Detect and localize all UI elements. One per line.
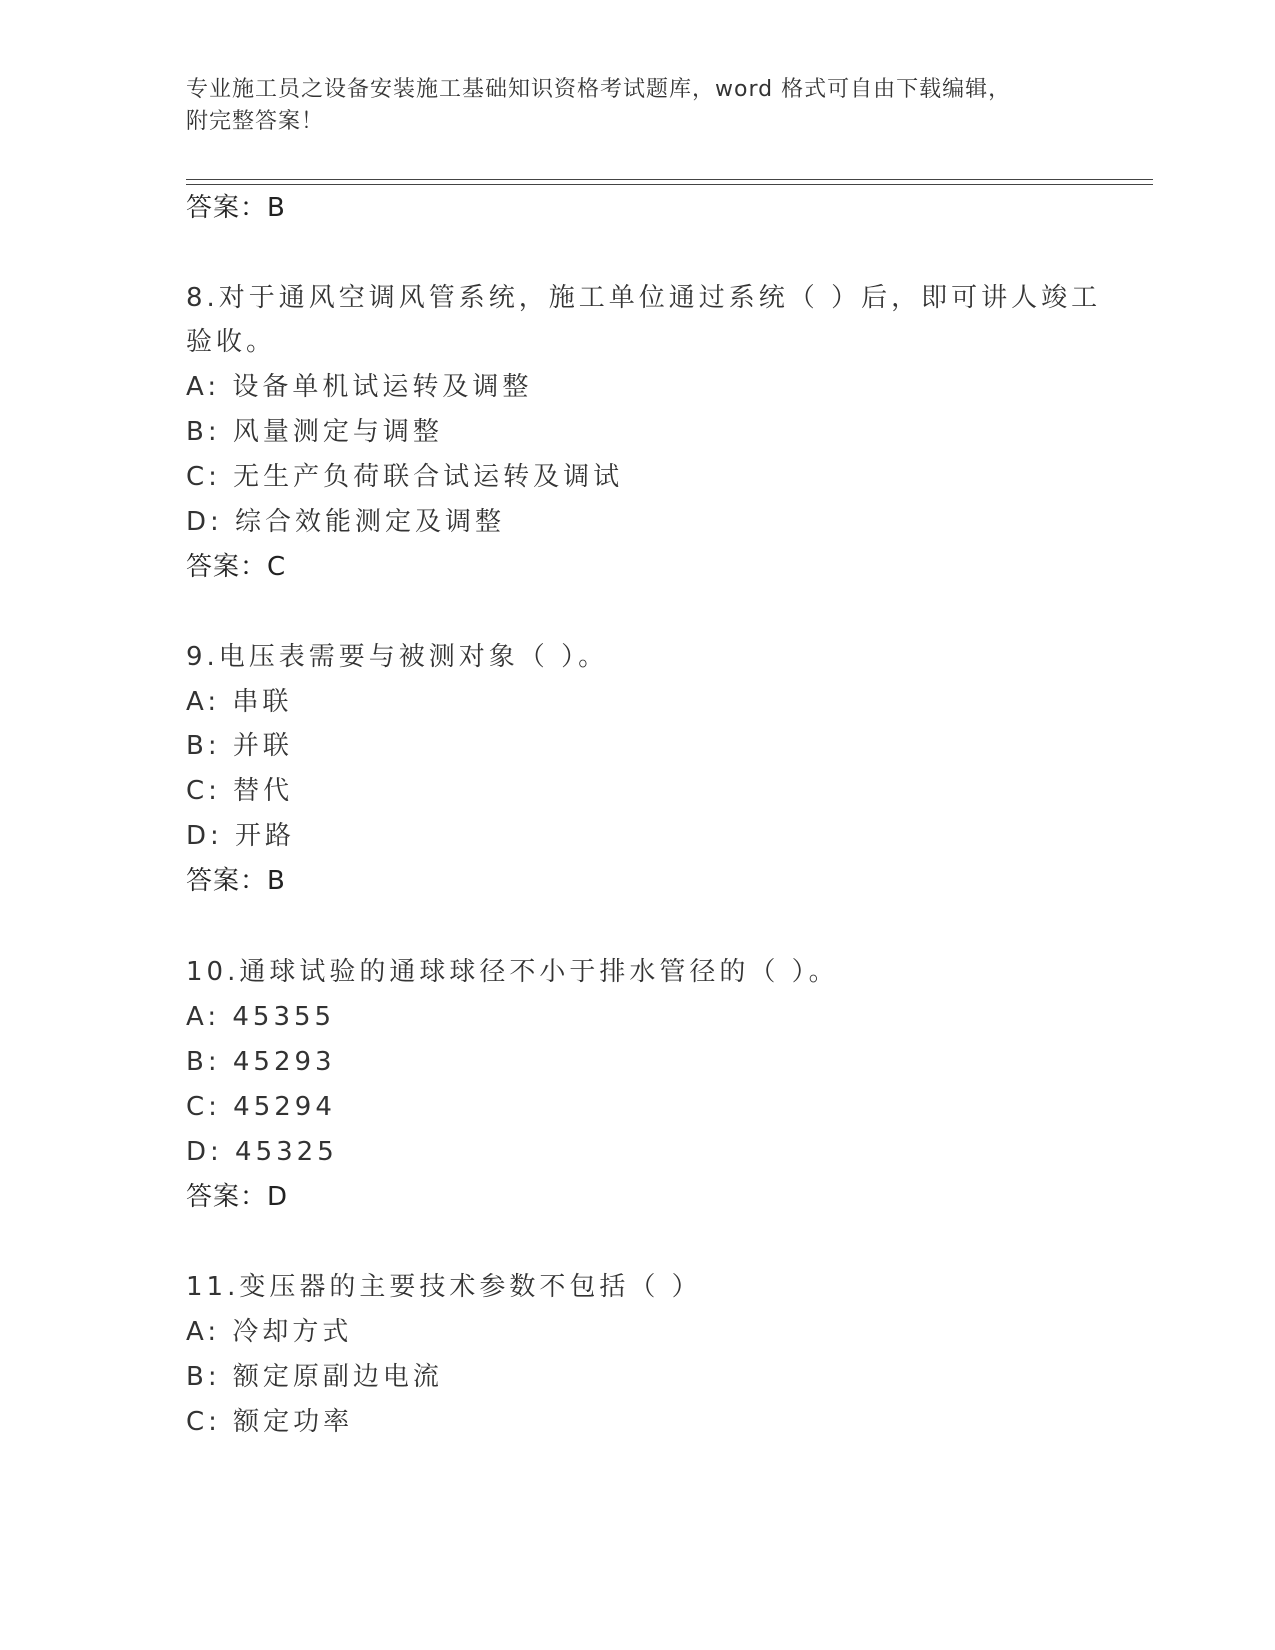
question-8-option-a: A: 设备单机试运转及调整 <box>186 372 533 402</box>
question-10-option-d: D: 45325 <box>186 1137 338 1167</box>
question-8-option-c: C: 无生产负荷联合试运转及调试 <box>186 462 624 492</box>
question-9-answer: 答案：B <box>186 866 286 896</box>
question-9-option-a: A: 串联 <box>186 687 293 717</box>
question-8-stem-line-2: 验收。 <box>186 327 277 357</box>
question-11-option-c: C: 额定功率 <box>186 1407 354 1437</box>
question-8-answer: 答案：C <box>186 552 287 582</box>
question-10-stem: 10.通球试验的通球球径不小于排水管径的（ ）。 <box>186 957 839 987</box>
question-9-option-b: B: 并联 <box>186 731 293 761</box>
question-9-stem: 9.电压表需要与被测对象（ ）。 <box>186 642 609 672</box>
header-rule-top <box>186 179 1153 180</box>
question-10-option-c: C: 45294 <box>186 1092 336 1122</box>
question-10-option-a: A: 45355 <box>186 1002 336 1032</box>
previous-answer: 答案：B <box>186 193 286 223</box>
question-8-option-b: B: 风量测定与调整 <box>186 417 443 447</box>
question-11-option-a: A: 冷却方式 <box>186 1317 353 1347</box>
question-8-stem-line-1: 8.对于通风空调风管系统，施工单位通过系统（ ）后，即可讲人竣工 <box>186 283 1102 313</box>
question-10-option-b: B: 45293 <box>186 1047 336 1077</box>
question-11-stem: 11.变压器的主要技术参数不包括（ ） <box>186 1272 702 1302</box>
header-line-2: 附完整答案！ <box>186 109 325 134</box>
question-11-option-b: B: 额定原副边电流 <box>186 1362 443 1392</box>
header-rule-bottom <box>186 184 1153 185</box>
question-9-option-d: D: 开路 <box>186 821 296 851</box>
question-9-option-c: C: 替代 <box>186 776 294 806</box>
question-8-option-d: D: 综合效能测定及调整 <box>186 507 506 537</box>
header-line-1: 专业施工员之设备安装施工基础知识资格考试题库，word 格式可自由下载编辑， <box>186 77 1012 102</box>
question-10-answer: 答案：D <box>186 1182 289 1212</box>
header-note <box>186 74 1086 138</box>
